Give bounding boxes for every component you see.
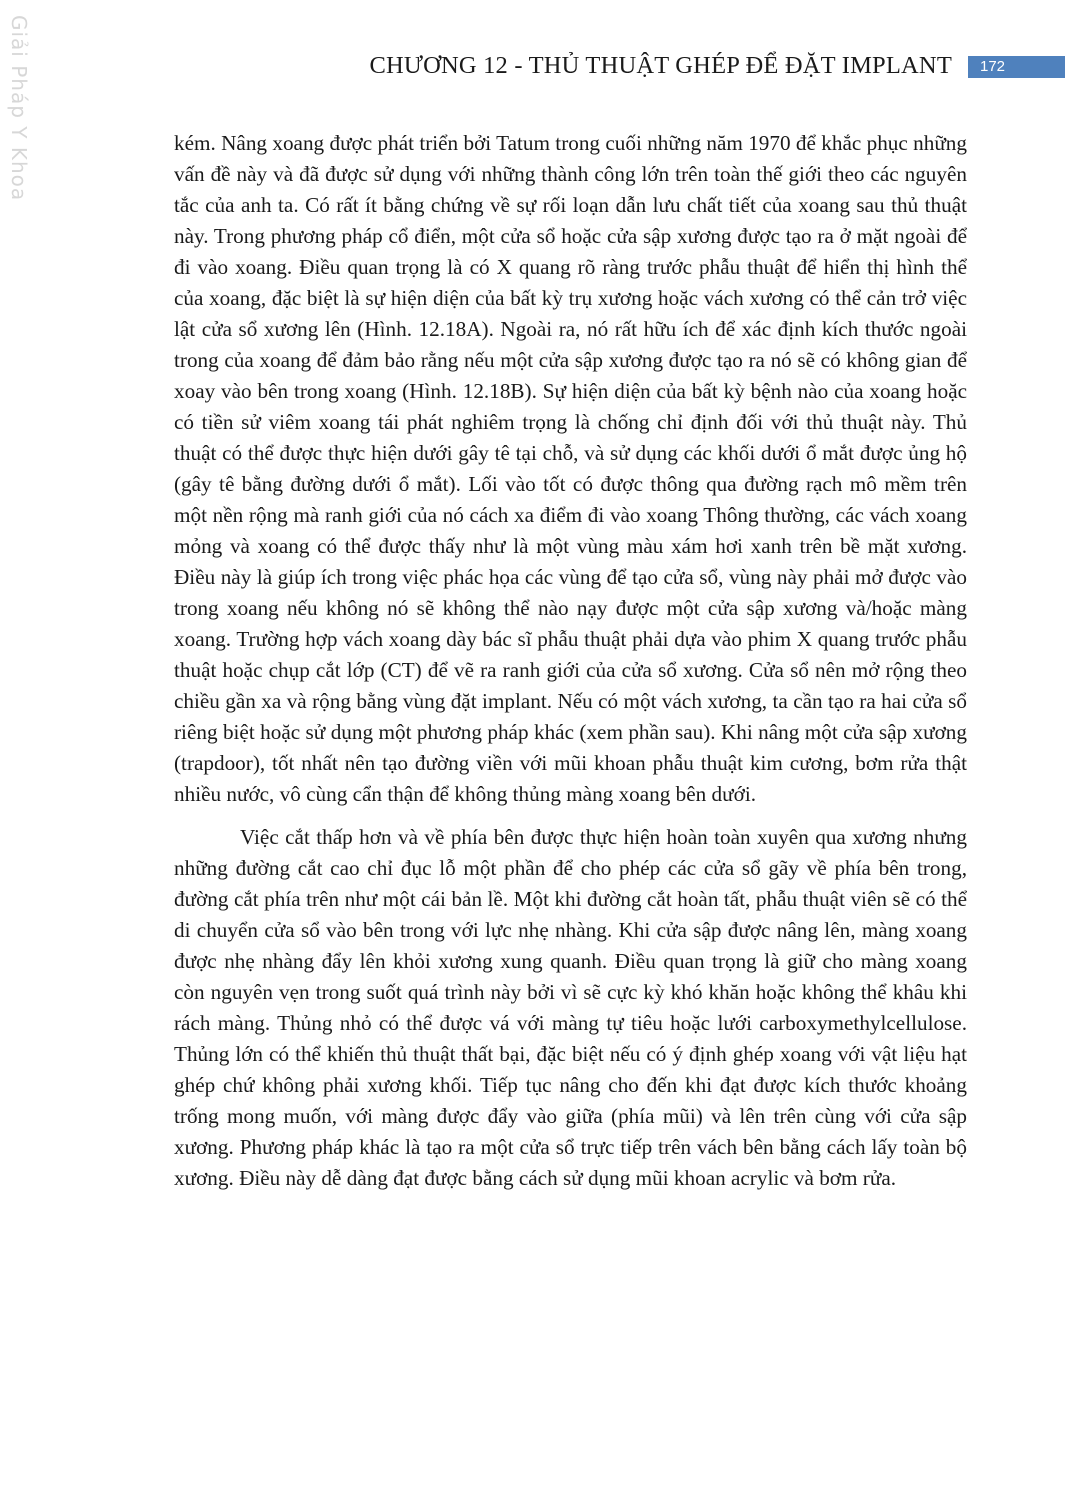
page-number-badge: 172 (968, 56, 1065, 78)
watermark-text: Giải Pháp Y Khoa (7, 15, 31, 202)
paragraph-1: kém. Nâng xoang được phát triển bởi Tatum trong cuối những năm 1970 để khắc phục những vấn đề này và đã được sử dụng với những thành công lớn trên toàn thế giới theo các nguyên tắc của anh ta. Có rất ít bằng chứng về sự rối loạn dẫn lưu chất tiết của xoang sau thủ thuật này. Trong phương pháp cổ điển, một cửa sổ hoặc cửa sập xương được tạo ra ở mặt ngoài để đi vào xoang. Điều quan trọng là có X quang rõ ràng trước phẫu thuật để hiển thị hình thể của xoang, đặc biệt là sự hiện diện của bất kỳ trụ xương hoặc vách xương có thể cản trở việc lật cửa sổ xương lên (Hình. 12.18A). Ngoài ra, nó rất hữu ích để xác định kích thước ngoài trong của xoang để đảm bảo rằng nếu một cửa sập xương được tạo ra nó sẽ có không gian để xoay vào bên trong xoang (Hình. 12.18B). Sự hiện diện của bất kỳ bệnh nào của xoang hoặc có tiền sử viêm xoang tái phát nghiêm trọng là chống chỉ định đối với thủ thuật này. Thủ thuật có thể được thực hiện dưới gây tê tại chỗ, và sử dụng các khối dưới ổ mắt được ủng hộ (gây tê bằng đường dưới ổ mắt). Lối vào tốt có được thông qua đường rạch mô mềm trên một nền rộng mà ranh giới của nó cách xa điểm đi vào xoang Thông thường, các vách xoang mỏng và xoang có thể được thấy như là một vùng màu xám hơi xanh trên bề mặt xương. Điều này là giúp ích trong việc phác họa các vùng để tạo cửa sổ, vùng này phải mở được vào trong xoang nếu không nó sẽ không thể nào nạy được một cửa sập xương và/hoặc màng xoang. Trường hợp vách xoang dày bác sĩ phẫu thuật phải dựa vào phim X quang trước phẫu thuật hoặc chụp cắt lớp (CT) để vẽ ra ranh giới của cửa sổ xương. Cửa sổ nên mở rộng theo chiều gần xa và rộng bằng vùng đặt implant. Nếu có một vách xương, ta cần tạo ra hai cửa sổ riêng biệt hoặc sử dụng một phương pháp khác (xem phần sau). Khi nâng một cửa sập xương (trapdoor), tốt nhất nên tạo đường viền với mũi khoan phẫu thuật kim cương, bơm rửa thật nhiều nước, vô cùng cẩn thận để không thủng màng xoang bên dưới. (174, 131, 967, 806)
paragraph-2: Việc cắt thấp hơn và về phía bên được thực hiện hoàn toàn xuyên qua xương nhưng những đường cắt cao chỉ đục lỗ một phần để cho phép các cửa sổ gãy về phía bên trong, đường cắt phía trên như một cái bản lề. Một khi đường cắt hoàn tất, phẫu thuật viên sẽ có thể di chuyển cửa sổ vào bên trong với lực nhẹ nhàng. Khi cửa sập được nâng lên, màng xoang được nhẹ nhàng đẩy lên khỏi xương xung quanh. Điều quan trọng là giữ cho màng xoang còn nguyên vẹn trong suốt quá trình này bởi vì sẽ cực kỳ khó khăn hoặc không thể khâu khi rách màng. Thủng nhỏ có thể được vá với màng tự tiêu hoặc lưới carboxymethylcellulose. Thủng lớn có thể khiến thủ thuật thất bại, đặc biệt nếu có ý định ghép xoang với vật liệu hạt ghép chứ không phải xương khối. Tiếp tục nâng cho đến khi đạt được kích thước khoảng trống mong muốn, với màng được đẩy vào giữa (phía mũi) và lên trên cùng với cửa sập xương. Phương pháp khác là tạo ra một cửa sổ trực tiếp trên vách bên bằng cách lấy toàn bộ xương. Điều này dễ dàng đạt được bằng cách sử dụng mũi khoan acrylic và bơm rửa. (174, 825, 967, 1190)
body-text (174, 128, 967, 1206)
page-header (0, 48, 1065, 84)
chapter-title: CHƯƠNG 12 - THỦ THUẬT GHÉP ĐỂ ĐẶT IMPLANT (369, 52, 952, 79)
